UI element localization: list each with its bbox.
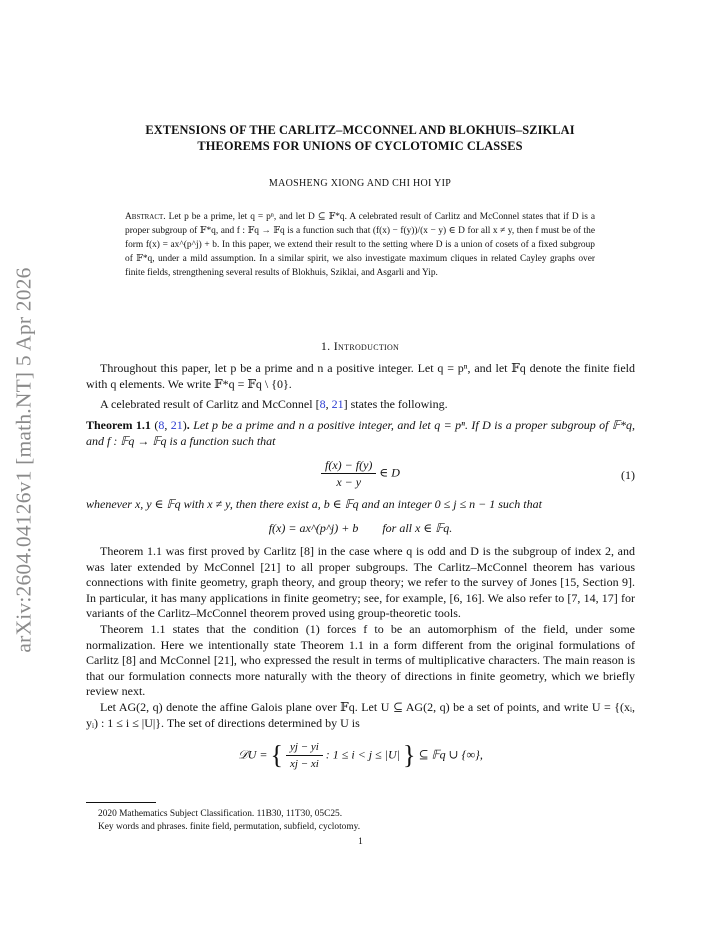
directions-lhs: 𝒟U =: [238, 747, 268, 762]
theorem-citation-21[interactable]: 21: [170, 418, 183, 432]
left-brace: {: [270, 740, 283, 770]
directions-rhs: ⊆ 𝔽q ∪ {∞},: [418, 747, 483, 762]
conclusion-formula: f(x) = ax^(p^j) + b: [268, 521, 359, 535]
abstract: [125, 210, 595, 280]
directions-denominator: xj − xi: [289, 758, 319, 770]
intro-paragraph-1: Throughout this paper, let p be a prime and n a positive integer. Let q = pⁿ, and let 𝔽q denote the finite field with q elements. We write 𝔽*q = 𝔽q \ {0}.: [86, 361, 635, 391]
intro-p2-text-b: ] states the following.: [343, 397, 448, 411]
paper-title: [86, 122, 634, 154]
section-heading: [86, 339, 634, 354]
theorem-label: Theorem 1.1: [86, 418, 151, 432]
title-line-2: THEOREMS FOR UNIONS OF CYCLOTOMIC CLASSES: [197, 139, 523, 153]
directions-fraction: [286, 740, 323, 771]
intro-p2-text-a: A celebrated result of Carlitz and McConnel [: [100, 397, 320, 411]
right-brace: }: [403, 740, 416, 770]
theorem-1-1: Theorem 1.1 (8, 21). Let p be a prime and n a positive integer, and let q = pⁿ. If D is a proper subgroup of 𝔽*q, and f : 𝔽q → 𝔽q is a function such that: [86, 418, 636, 448]
directions-numerator: yj − yi: [286, 740, 323, 756]
theorem-citation-8[interactable]: 8: [158, 418, 165, 432]
conclusion-tail: for all x ∈ 𝔽q.: [382, 521, 453, 535]
equation-1-rhs: ∈ D: [379, 465, 400, 480]
citation-link-21[interactable]: 21: [331, 397, 344, 411]
abstract-text: Let p be a prime, let q = pⁿ, and let D ⊆ 𝔽*q. A celebrated result of Carlitz and McConnel states that if D is a proper subgroup of 𝔽*q, and f : 𝔽q → 𝔽q is a function such that (f(x) − f(y))/(x − y) ∈ D for all x ≠ y, then f must be of the form f(x) = ax^(p^j) + b. In this paper, we extend their result to the setting where D is a union of cosets of a fixed subgroup of 𝔽*q, under a mild assumption. In a similar spirit, we also investigate maximum cliques in related Cayley graphs over finite fields, strengthening several results of Blokhuis, Sziklai, and Asgarli and Yip.: [125, 212, 595, 278]
footnote-msc: 2020 Mathematics Subject Classification. 11B30, 11T30, 05C25.: [98, 809, 343, 819]
equation-1: [86, 458, 635, 494]
equation-1-fraction: [321, 458, 376, 489]
paragraph-4: Theorem 1.1 states that the condition (1) forces f to be an automorphism of the field, under some normalization. Here we intentionally state Theorem 1.1 in a form different from the original formulations of Carlitz [8] and McConnel [21], who expressed the result in terms of multiplicative characters. The main reason is that our formulation connects more naturally with the theory of directions in finite geometry, which we briefly review next.: [86, 622, 635, 699]
intro-paragraph-2: A celebrated result of Carlitz and McConnel [8, 21] states the following.: [100, 397, 448, 411]
equation-1-label: (1): [621, 468, 635, 482]
theorem-continuation: whenever x, y ∈ 𝔽q with x ≠ y, then there exist a, b ∈ 𝔽q and an integer 0 ≤ j ≤ n − 1 such that: [86, 497, 542, 511]
footnote-keywords: Key words and phrases. finite field, permutation, subfield, cyclotomy.: [98, 822, 361, 832]
theorem-conclusion: [86, 521, 635, 536]
directions-equation: [86, 740, 635, 778]
theorem-statement: Let p be a prime and n a positive integer, and let q = pⁿ. If D is a proper subgroup of 𝔽*q, and f : 𝔽q → 𝔽q is a function such that: [86, 418, 636, 448]
paragraph-5: Let AG(2, q) denote the affine Galois plane over 𝔽q. Let U ⊆ AG(2, q) be a set of points, and write U = {(xᵢ, yᵢ) : 1 ≤ i ≤ |U|}. The set of directions determined by U is: [86, 700, 635, 730]
arxiv-identifier-stamp: [4, 250, 44, 670]
section-title: Introduction: [333, 339, 400, 353]
page-number: 1: [358, 837, 363, 847]
paragraph-3: Theorem 1.1 was first proved by Carlitz [8] in the case where q is odd and D is the subgroup of index 2, and was later extended by McConnel [21] to all proper subgroups. The Carlitz–McConnel theorem has various connections with finite geometry, graph theory, and group theory; we refer to the survey of Jones [15, Section 9]. In particular, it has many applications in finite geometry; see, for example, [6, 16]. We also refer to [7, 14, 17] for variants of the Carlitz–McConnel theorem proved using group-theoretic tools.: [86, 544, 635, 621]
equation-1-denominator: x − y: [336, 475, 362, 489]
footnote-divider: [86, 802, 156, 803]
title-line-1: EXTENSIONS OF THE CARLITZ–MCCONNEL AND BLOKHUIS–SZIKLAI: [145, 123, 575, 137]
section-number: 1.: [320, 339, 331, 353]
abstract-label: Abstract.: [125, 212, 166, 222]
citation-link-8[interactable]: 8: [319, 397, 326, 411]
equation-1-numerator: f(x) − f(y): [321, 458, 376, 474]
arxiv-identifier-text: arXiv:2604.04126v1 [math.NT] 5 Apr 2026: [11, 267, 36, 653]
directions-condition: : 1 ≤ i < j ≤ |U|: [325, 747, 400, 762]
author-list: MAOSHENG XIONG AND CHI HOI YIP: [268, 178, 452, 189]
